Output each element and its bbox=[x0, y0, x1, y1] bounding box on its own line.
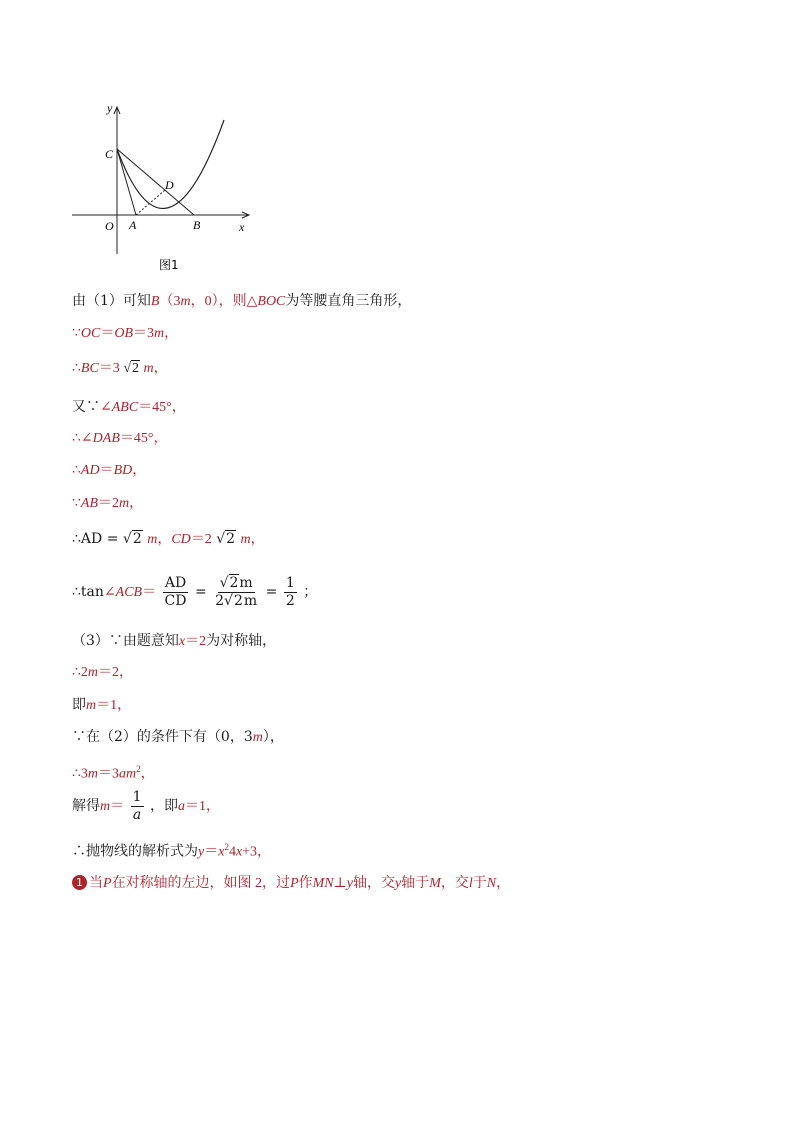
solution-line-12: 即m＝1， bbox=[72, 697, 132, 713]
solution-line-10: （3）∵由题意知x＝2为对称轴， bbox=[72, 633, 277, 649]
solution-line-5: ∴∠DAB＝45°， bbox=[72, 431, 168, 446]
fraction-one-over-a: $\frac{1}{a}$ bbox=[132, 788, 142, 823]
sqrt-symbol: √2 bbox=[122, 531, 142, 547]
solution-line-9: ∴tan∠ACB＝ $\frac{AD}{CD}$ = $\frac{√2m}{2√2m}$ = $\frac{1}{2}$ ； bbox=[72, 574, 318, 609]
label-o: O bbox=[105, 219, 114, 233]
fraction-ad-cd: $\frac{AD}{CD}$ bbox=[164, 574, 187, 609]
solution-line-4: 又∵∠ABC＝45°， bbox=[72, 399, 186, 415]
solution-line-16: ∴抛物线的解析式为$y=x^24x+3$， bbox=[72, 842, 272, 860]
solution-line-1: 由（1）可知B（3m，0），则△BOC为等腰直角三角形， bbox=[72, 293, 412, 309]
solution-line-2: ∵OC＝OB＝3m， bbox=[72, 326, 179, 341]
figure-1 bbox=[66, 96, 266, 281]
label-b: B bbox=[193, 218, 201, 232]
parabola-diagram bbox=[66, 96, 266, 281]
label-c: C bbox=[105, 147, 114, 161]
figure-caption: 图1 bbox=[159, 258, 179, 272]
solution-line-13: ∵在（2）的条件下有（0，3m）， bbox=[72, 729, 284, 745]
sqrt-symbol: √2 bbox=[216, 531, 236, 547]
circled-number-1: 1 bbox=[72, 875, 87, 890]
solution-line-11: ∴2m＝2， bbox=[72, 665, 134, 680]
segment-ca bbox=[117, 149, 136, 215]
solution-line-6: ∴AD＝BD， bbox=[72, 463, 147, 478]
solution-line-8: ∴AD = √2 m，CD＝2 √2 m， bbox=[72, 531, 265, 547]
label-d: D bbox=[165, 178, 174, 192]
fraction-sqrt: $\frac{√2m}{2√2m}$ bbox=[215, 574, 258, 609]
sqrt-symbol: √2 bbox=[123, 361, 139, 376]
label-x: x bbox=[239, 220, 245, 234]
solution-line-3: ∴BC＝3 √2 m， bbox=[72, 359, 168, 379]
fraction-one-half: $\frac{1}{2}$ bbox=[285, 574, 295, 609]
solution-line-17: 1 当P在对称轴的左边，如图 2，过P作MN⊥y轴，交y轴于M，交l于N， bbox=[72, 873, 510, 894]
solution-line-14: $\therefore 3m=3am^2$， bbox=[72, 764, 155, 782]
label-y: y bbox=[107, 101, 113, 115]
segment-cb bbox=[117, 149, 194, 215]
solution-line-15: 解得m＝ $\frac{1}{a}$ ，即a＝1， bbox=[72, 788, 220, 823]
label-a: A bbox=[129, 218, 137, 232]
solution-line-7: ∵AB＝2m， bbox=[72, 496, 144, 511]
